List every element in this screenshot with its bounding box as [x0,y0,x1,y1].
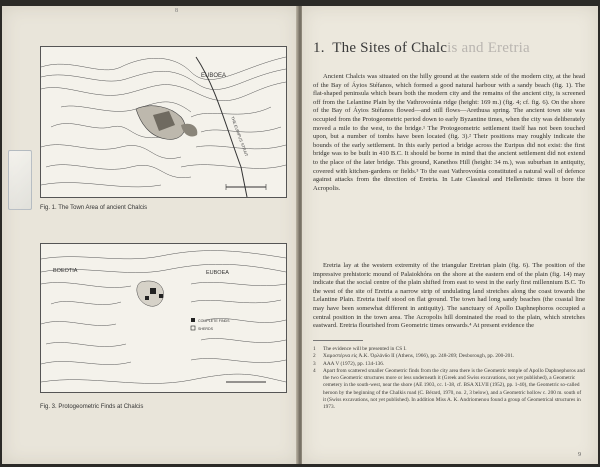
chapter-number: 1. [313,40,325,56]
paragraph-text: Eretria lay at the western extremity of the triangular Eretrian plain (fig. 6). The position of the impressive prehistoric mound of Palaiokhóra on the shore at the eastern end of the plain (fig. 14) may indicate that the social centre of the plain shifted from east to west in the early first millennium B.C. To the west of the site of Eretria a narrow strip of undulating land stretches along the coast towards the Lelantine Plain. Eretria itself stood on flat ground. The town had long sandy beaches (the coastal line may have been somewhat different in antiquity). The sanctuary of Apollo Daphnephoros occupied a central position in the town area. The Acropolis hill dominated the road to the plain, which stretches eastward. Eretria flourished from Geometric times onwards.⁴ At present evidence the [313,262,585,330]
map-label-euboea: EUBOEA [201,73,227,79]
glass-object [8,150,32,210]
page-number-bottom: 9 [578,452,581,458]
footnote-item [313,353,585,360]
figure-1-map [40,46,287,198]
chapter-title-text: The Sites of Chalc [332,40,448,56]
page-number-top: 8 [175,8,178,14]
body-paragraph-2 [313,262,585,331]
footnote-rule [313,340,363,341]
footnote-number: 1 [313,346,316,352]
footnote-number: 4 [313,367,316,374]
chalcis-town-map [41,47,286,197]
footnote-item [313,361,585,368]
footnote-text: The evidence will be presented in CS I. [323,346,407,352]
footnote-item [313,368,585,412]
paragraph-text: Ancient Chalcis was situated on the hilly ground at the eastern side of the modern city, at the head of the Bay of Áyios Stéfanos, which formed a good natural harbour with a sandy beach (fig. 1). The flat-shaped peninsula which bears both the modern city and the remains of the ancient city, is screened off from the Lelantine Plain by the Vathrovoúnia ridge (height: 169 m.) (fig. 4; cf. fig. 6). On the shore of the Bay of Áyios Stéfanos flowed—and still flows—Arethusa spring. The ancient town site was occupied from the Protogeometric period down to early Byzantine times, when the city was deliberately moved a mile to the west, to the bridge.¹ The Protogeometric settlement itself has not been touched upon, but a number of tombs have been located (fig. 3).² Their positions may roughly indicate the bounds of the early settlement. In this early period a bridge across the Euripus did not exist: the first bridge was to be built in 410 B.C. It should be borne in mind that the ancient settlement did not extend to the place of the later bridge. This ground, Kanethos Hill (height: 34 m.), was suburban in antiquity, covered with kitchen-gardens or fields.³ To the east Vathrovoúnia constituted a natural wall of defence against attacks from the direction of Eretria. In Late Classical and Hellenistic times it bore the Acropolis. [313,73,585,192]
figure-3-caption: Fig. 3. Protogeometric Finds at Chalcis [40,404,144,410]
footnote-text: ΑΑΑ V (1972), pp. 134-136. [323,360,385,367]
chapter-title-obscured: is and Eretria [447,40,530,56]
figure-1-caption: Fig. 1. The Town Area of ancient Chalcis [40,205,148,211]
footnote-number: 3 [313,360,316,367]
footnote-text: Apart from scattered smaller Geometric finds from the city area there is the Geometric temple of Apollo Daphnephoros and the two Geometric structures more or less underneath it (Greek and Swiss excavations, not yet published), a Geometric cemetery in the south-west, near the shore (AE 1903, cc. 1-38, cf. BSA XLVII (1952), pp. 1-40), the Geometric so-called heroon by the beginning of the Chalkis road (C. Bérard, 1970, no. 2, 3 below), and a Geometric hollow c. 200 m. south of it (Swiss excavations, not yet published). In addition Miss A. K. Andriomenou found a group of Geometrical structures in 1973. [323,367,585,411]
map-label-boeotia: BOEOTIA [53,268,78,274]
body-paragraph-1 [313,73,585,193]
map-label-strait: THE EURIPUS STRAIT [230,115,250,158]
footnote-text: Χαμοστέρνα εἰς Ἀ.Κ. Ὀρλάνδο II (Athens, 1966), pp. 248-269; Desborough, pp. 200-201. [323,353,515,360]
map-label-euboea-fig3: EUBOEA [206,270,229,276]
protogeometric-finds-map [41,244,286,392]
figure-3-map [40,243,287,393]
legend-sherds: SHERDS [198,327,213,331]
chapter-title [313,40,583,57]
footnote-number: 2 [313,353,316,360]
legend-complete-finds: COMPLETE FINDS [198,319,230,323]
footnotes [313,346,585,412]
